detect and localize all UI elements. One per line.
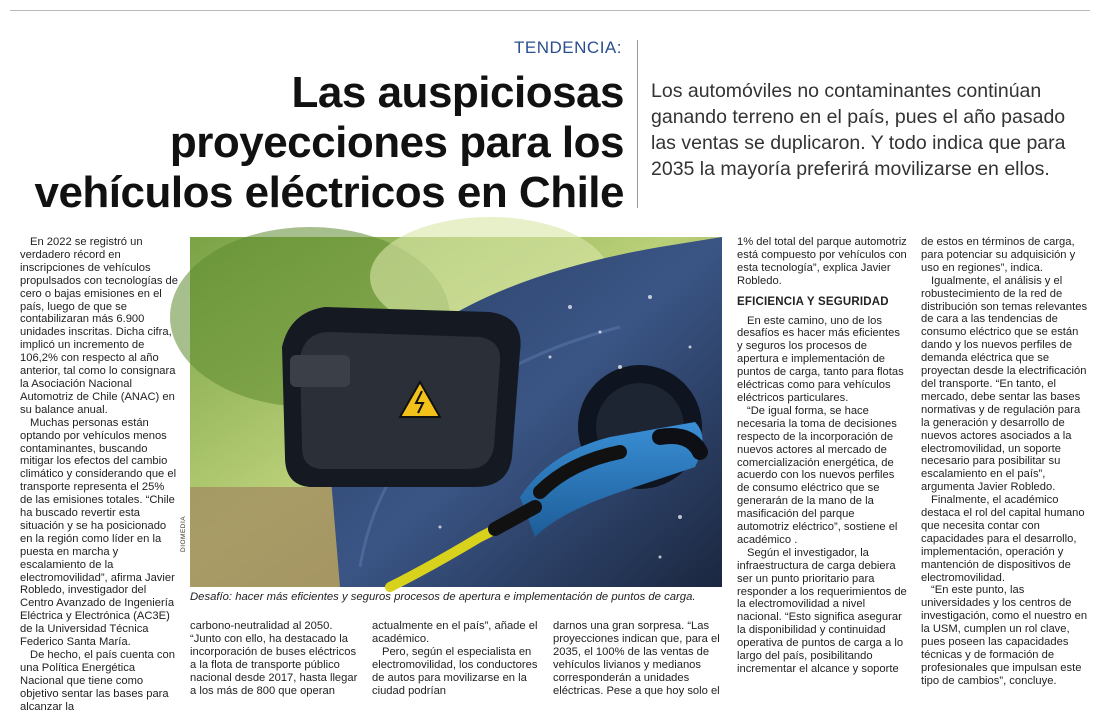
paragraph: Muchas personas están optando por vehículos menos contaminantes, buscando mitigar los efectos del cambio climático y considerando que el transporte representa el 25% de las emisiones totales. “Chile ha buscado revertir esta situación y se ha posicionado en la región como líder en la puesta en marcha y escalamiento de la electromovilidad”, afirma Javier Robledo, investigador del Centro Avanzado de Ingeniería Eléctrica y Electrónica (AC3E) de la Universidad Técnica Federico Santa María.: [20, 416, 177, 649]
section-subhead: EFICIENCIA Y SEGURIDAD: [737, 295, 889, 308]
top-rule: [10, 10, 1090, 11]
paragraph: 1% del total del parque automotriz está compuesto por vehículos con esta tecnología”, explica Javier Robledo.: [737, 236, 907, 287]
paragraph: De hecho, el país cuenta con una Política Energética Nacional que tiene como objetivo sentar las bases para alcanzar la: [20, 649, 175, 713]
article-deck: Los automóviles no contaminantes continúan ganando terreno en el país, pues el año pasado las ventas se duplicaron. Y todo indica que para 2035 la mayoría preferirá movilizarse en ellos.: [651, 80, 1066, 180]
body-column-4: [553, 620, 723, 706]
header-divider: [637, 40, 638, 208]
paragraph: carbono-neutralidad al 2050. “Junto con ello, ha destacado la incorporación de buses eléctricos a la flota de transporte público nacional desde 2017, hasta llegar a los más de 800 que operan: [190, 620, 358, 697]
headline-line-1: Las auspiciosas: [291, 68, 624, 117]
headline-line-2: proyecciones para los: [169, 118, 624, 167]
headline-line-3: vehículos eléctricos en Chile: [34, 168, 624, 217]
body-column-6: [921, 236, 1091, 706]
article-headline: [20, 68, 624, 218]
body-column-1: [20, 236, 178, 713]
paragraph: “En este punto, las universidades y los centros de investigación, como el nuestro en la USM, cumplen un rol clave, pues poseen las capacidades técnicas y de formación de profesionales que impulsan este tipo de cambios”, concluye.: [921, 584, 1088, 687]
body-column-3: [372, 620, 540, 706]
section-kicker: TENDENCIA:: [514, 38, 622, 57]
paragraph: En 2022 se registró un verdadero récord en inscripciones de vehículos propulsados con tecnologías de cero o bajas emisiones en el país, luego de que se contabilizaran más 6.900 unidades inscritas. Dicha cifra, implicó un incremento de 106,2% con respecto al año anterior, tal como lo consignara la Asociación Nacional Automotriz de Chile (ANAC) en su balance anual.: [20, 236, 178, 416]
paragraph: Igualmente, el análisis y el robustecimiento de la red de distribución son temas relevantes de cara a las tendencias de consumo eléctrico que se están dando y los nuevos perfiles de demanda eléctrica que se proyectan desde la electrificación del transporte. “En tanto, el mercado, debe sentar las bases normativas y de regulación para la generación y desarrollo de nuevos actores asociados a la electromovilidad, un soporte necesario para posibilitar su escalamiento en el país”, argumenta Javier Robledo.: [921, 274, 1088, 494]
photo-credit: DIOMEDIA: [180, 515, 187, 552]
ev-charging-photo: [190, 237, 722, 587]
paragraph: Pero, según el especialista en electromovilidad, los conductores de autos para movilizarse en la ciudad podrían: [372, 645, 538, 697]
article-photo: [190, 237, 722, 587]
paragraph: darnos una gran sorpresa. “Las proyecciones indican que, para el 2035, el 100% de las ventas de vehículos livianos y medianos corresponderán a unidades eléctricas. Pese a que hoy solo el: [553, 620, 720, 697]
paragraph: de estos en términos de carga, para potenciar su adquisición y uso en regiones”, indica.: [921, 236, 1076, 274]
body-column-5: [737, 236, 907, 706]
body-column-2: [190, 620, 358, 706]
paragraph: “De igual forma, se hace necesaria la toma de decisiones respecto de la incorporación de nuevos actores al mercado de comercialización energética, de acuerdo con los nuevos perfiles de consumo eléctrico que se generarán de la mano de la masificación del parque automotriz eléctrico”, sostiene el académico .: [737, 404, 898, 546]
photo-caption: Desafío: hacer más eficientes y seguros procesos de apertura e implementación de puntos de carga.: [190, 591, 696, 603]
paragraph: Finalmente, el académico destaca el rol del capital humano que necesita contar con capacidades para el desarrollo, implementación, operación y mantención de dispositivos de electromovilidad.: [921, 494, 1085, 584]
paragraph: Según el investigador, la infraestructura de carga debiera ser un punto prioritario para responder a los requerimientos de la electromovilidad a nivel nacional. “Esto significa asegurar la disponibilidad y continuidad operativa de puntos de carga a lo largo del país, posibilitando incrementar el alcance y soporte: [737, 546, 907, 675]
paragraph: En este camino, uno de los desafíos es hacer más eficientes y seguros los procesos de apertura e implementación de puntos de carga, tanto para flotas eléctricas como para vehículos eléctricos particulares.: [737, 314, 904, 404]
paragraph: actualmente en el país”, añade el académico.: [372, 620, 538, 645]
